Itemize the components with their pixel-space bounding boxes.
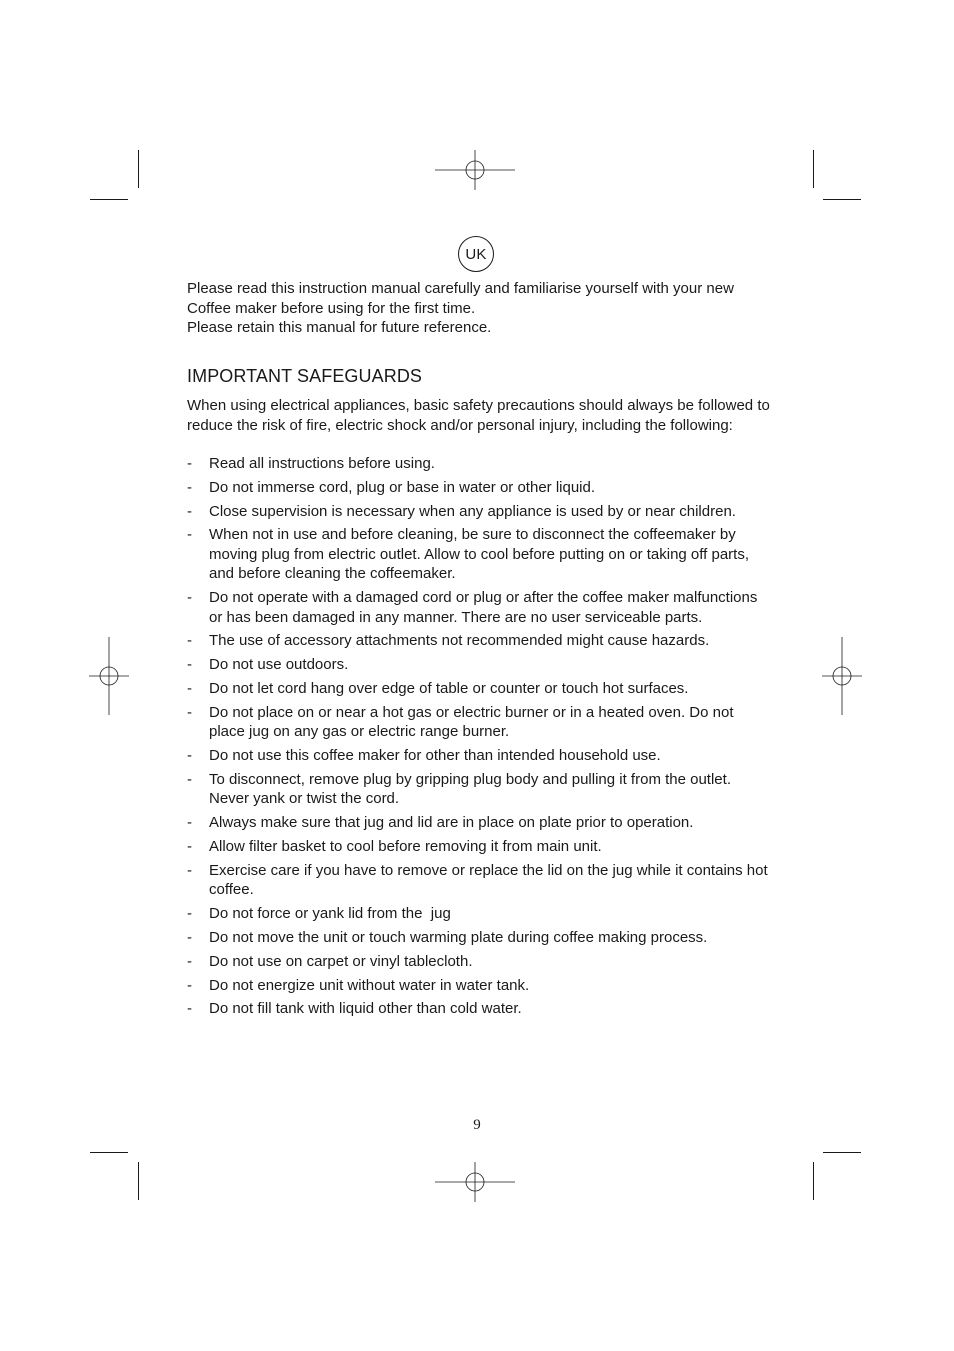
list-item-text: Do not use on carpet or vinyl tablecloth. (209, 952, 473, 970)
registration-mark-left-icon (89, 637, 129, 715)
list-item-text: Exercise care if you have to remove or replace the lid on the jug while it contains hot coffee. (209, 861, 768, 899)
crop-mark-bottom-left-horizontal (90, 1152, 128, 1153)
bullet-dash: - (187, 526, 192, 544)
list-item-text: Do not move the unit or touch warming plate during coffee making process. (209, 928, 708, 946)
list-item (187, 904, 772, 924)
bullet-dash: - (187, 455, 192, 472)
section-title: IMPORTANT SAFEGUARDS (187, 366, 423, 386)
list-item (187, 976, 772, 996)
list-item (187, 679, 772, 699)
section-lead: When using electrical appliances, basic safety precautions should always be followed to reduce the risk of fire, electric shock and/or personal injury, including the following: (187, 397, 770, 434)
crop-mark-top-right-vertical (813, 150, 814, 188)
language-badge: UK (458, 236, 494, 272)
registration-mark-top-icon (435, 150, 515, 190)
list-item-text: Close supervision is necessary when any appliance is used by or near children. (209, 502, 736, 520)
list-item-text: Do not energize unit without water in water tank. (209, 976, 530, 994)
bullet-dash: - (187, 478, 192, 496)
list-item (187, 478, 772, 498)
bullet-dash: - (187, 838, 192, 856)
crop-mark-top-right-horizontal (823, 199, 861, 200)
bullet-dash: - (187, 703, 192, 721)
list-item-text: Do not use this coffee maker for other than intended household use. (209, 747, 661, 765)
list-item (187, 813, 772, 833)
bullet-dash: - (187, 952, 192, 970)
list-item (187, 999, 772, 1019)
list-item-text: Do not fill tank with liquid other than cold water. (209, 1000, 522, 1018)
bullet-dash: - (187, 656, 192, 674)
list-item (187, 588, 772, 627)
list-item-text: Read all instructions before using. (209, 455, 435, 472)
bullet-dash: - (187, 680, 192, 698)
list-item-text: To disconnect, remove plug by gripping plug body and pulling it from the outlet. Never yank or twist the cord. (209, 770, 731, 808)
list-item (187, 454, 772, 474)
list-item-text: Allow filter basket to cool before removing it from main unit. (209, 838, 602, 856)
list-item (187, 525, 772, 584)
registration-mark-right-icon (822, 637, 862, 715)
list-item-text: Do not place on or near a hot gas or electric burner or in a heated oven. Do not place jug on any gas or electric range burner. (209, 703, 734, 741)
bullet-dash: - (187, 976, 192, 994)
bullet-dash: - (187, 747, 192, 765)
page-number: 9 (473, 1117, 481, 1133)
list-item-text: Always make sure that jug and lid are in place on plate prior to operation. (209, 814, 694, 832)
list-item (187, 861, 772, 900)
list-item (187, 928, 772, 948)
crop-mark-bottom-left-vertical (138, 1162, 139, 1200)
list-item-text: Do not let cord hang over edge of table or counter or touch hot surfaces. (209, 680, 689, 698)
list-item-text: Do not force or yank lid from the jug (209, 905, 451, 923)
crop-mark-bottom-right-vertical (813, 1162, 814, 1200)
bullet-dash: - (187, 1000, 192, 1018)
bullet-dash: - (187, 905, 192, 923)
intro-paragraph: Please read this instruction manual carefully and familiarise yourself with your new Coffee maker before using for the first time. (187, 280, 734, 317)
bullet-dash: - (187, 502, 192, 520)
bullet-dash: - (187, 928, 192, 946)
intro-text (187, 279, 767, 338)
list-item-text: Do not operate with a damaged cord or plug or after the coffee maker malfunctions or has been damaged in any manner. There are no user serviceable parts. (209, 589, 758, 626)
crop-mark-bottom-right-horizontal (823, 1152, 861, 1153)
list-item (187, 837, 772, 857)
list-item-text: Do not use outdoors. (209, 656, 349, 674)
bullet-dash: - (187, 861, 192, 879)
list-item (187, 631, 772, 651)
list-item (187, 502, 772, 522)
list-item (187, 655, 772, 675)
safeguards-list (187, 454, 772, 1023)
list-item-text: The use of accessory attachments not recommended might cause hazards. (209, 632, 710, 650)
list-item (187, 770, 772, 809)
list-item-text: When not in use and before cleaning, be sure to disconnect the coffeemaker by moving plug from electric outlet. Allow to cool before putting on or taking off parts, and before cleaning the coffeemaker. (209, 526, 750, 583)
bullet-dash: - (187, 632, 192, 650)
list-item (187, 703, 772, 742)
list-item (187, 746, 772, 766)
bullet-dash: - (187, 814, 192, 832)
crop-mark-top-left-horizontal (90, 199, 128, 200)
list-item (187, 952, 772, 972)
bullet-dash: - (187, 589, 192, 607)
bullet-dash: - (187, 770, 192, 788)
registration-mark-bottom-icon (435, 1162, 515, 1202)
intro-paragraph: Please retain this manual for future reference. (187, 319, 492, 336)
crop-mark-top-left-vertical (138, 150, 139, 188)
list-item-text: Do not immerse cord, plug or base in water or other liquid. (209, 478, 596, 496)
